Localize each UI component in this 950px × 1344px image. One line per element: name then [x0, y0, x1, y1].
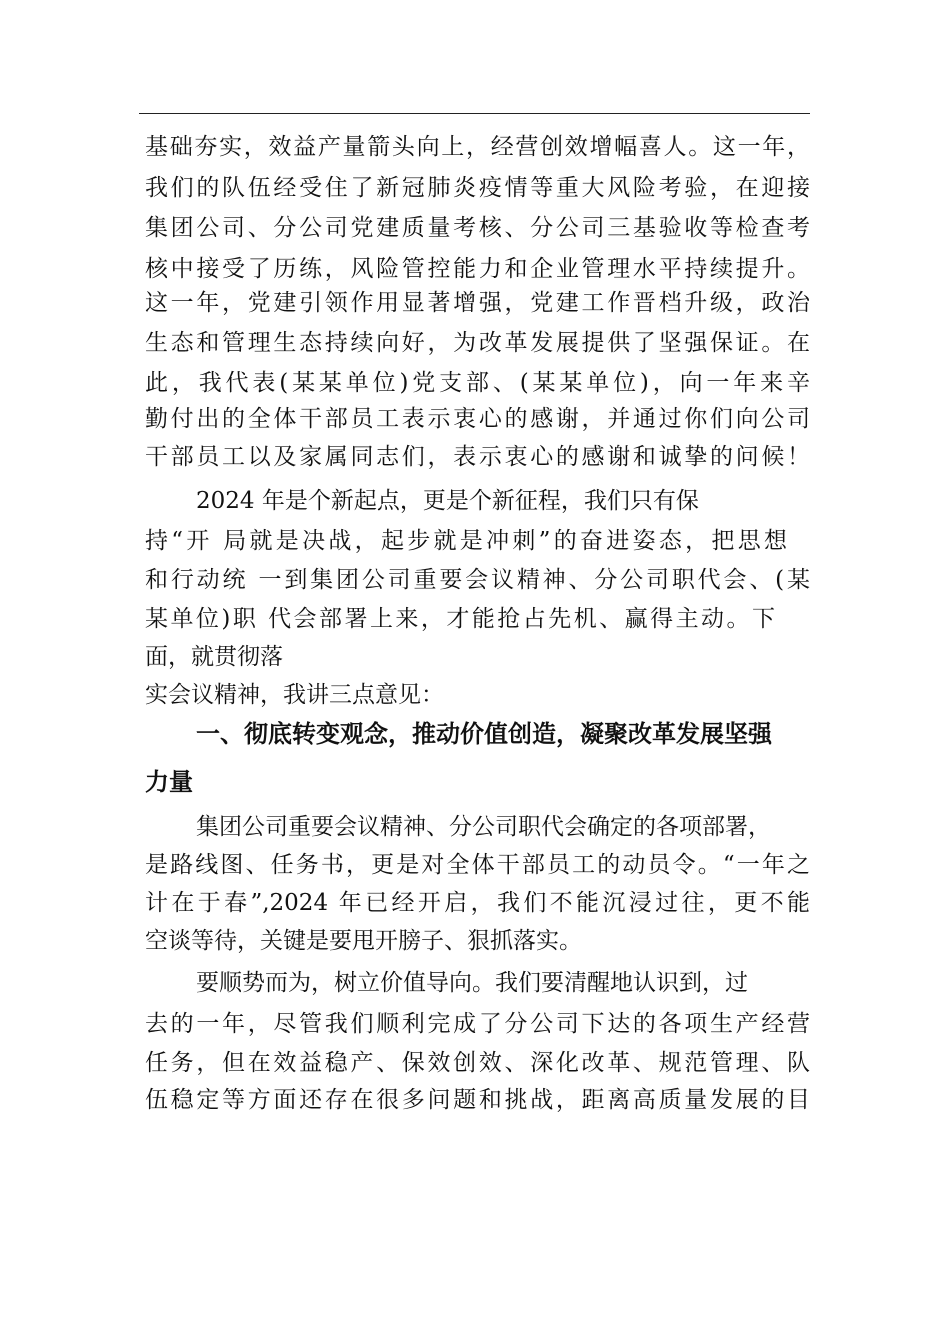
- text-line: 和行动统 一到集团公司重要会议精神、分公司职代会、(某: [145, 567, 810, 593]
- text-line: 伍稳定等方面还存在很多问题和挑战，距离高质量发展的目: [145, 1087, 810, 1113]
- text-line: 此，我代表(某某单位)党支部、(某某单位)，向一年来辛: [145, 370, 810, 396]
- text-line: 持“开 局就是决战，起步就是冲刺”的奋进姿态，把思想: [145, 528, 787, 554]
- section-heading-continued: 力量: [145, 768, 193, 796]
- text-line: 是路线图、任务书，更是对全体干部员工的动员令。“一年之: [145, 852, 810, 878]
- text-line: 去的一年，尽管我们顺利完成了分公司下达的各项生产经营: [145, 1011, 810, 1037]
- text-line: 集团公司、分公司党建质量考核、分公司三基验收等检查考: [145, 215, 810, 241]
- header-rule: [139, 113, 810, 114]
- text-line: 核中接受了历练，风险管控能力和企业管理水平持续提升。: [145, 256, 810, 282]
- paragraph-start-line: 集团公司重要会议精神、分公司职代会确定的各项部署，: [196, 814, 771, 840]
- text-line: 勤付出的全体干部员工表示衷心的感谢，并通过你们向公司: [145, 406, 810, 432]
- text-line: 任务，但在效益稳产、保效创效、深化改革、规范管理、队: [145, 1050, 810, 1076]
- text-line: 空谈等待，关键是要甩开膀子、狠抓落实。: [145, 928, 582, 954]
- text-line: 这一年，党建引领作用显著增强，党建工作晋档升级，政治: [145, 290, 810, 316]
- text-line: 某单位)职 代会部署上来，才能抢占先机、赢得主动。下: [145, 606, 775, 632]
- text-line: 基础夯实，效益产量箭头向上，经营创效增幅喜人。这一年，: [145, 134, 810, 160]
- text-line: 计在于春”,2024 年已经开启，我们不能沉浸过往，更不能: [145, 890, 810, 916]
- text-line: 生态和管理生态持续向好，为改革发展提供了坚强保证。在: [145, 330, 810, 356]
- paragraph-start-line: 要顺势而为，树立价值导向。我们要清醒地认识到，过: [196, 970, 748, 996]
- text-line: 干部员工以及家属同志们，表示衷心的感谢和诚挚的问候！: [145, 444, 810, 470]
- text-line: 实会议精神，我讲三点意见：: [145, 682, 444, 708]
- text-line: 我们的队伍经受住了新冠肺炎疫情等重大风险考验，在迎接: [145, 175, 810, 201]
- section-heading: 一、彻底转变观念，推动价值创造，凝聚改革发展坚强: [196, 720, 772, 748]
- paragraph-start-line: 2024 年是个新起点，更是个新征程，我们只有保: [196, 488, 699, 514]
- text-line: 面，就贯彻落: [145, 644, 283, 670]
